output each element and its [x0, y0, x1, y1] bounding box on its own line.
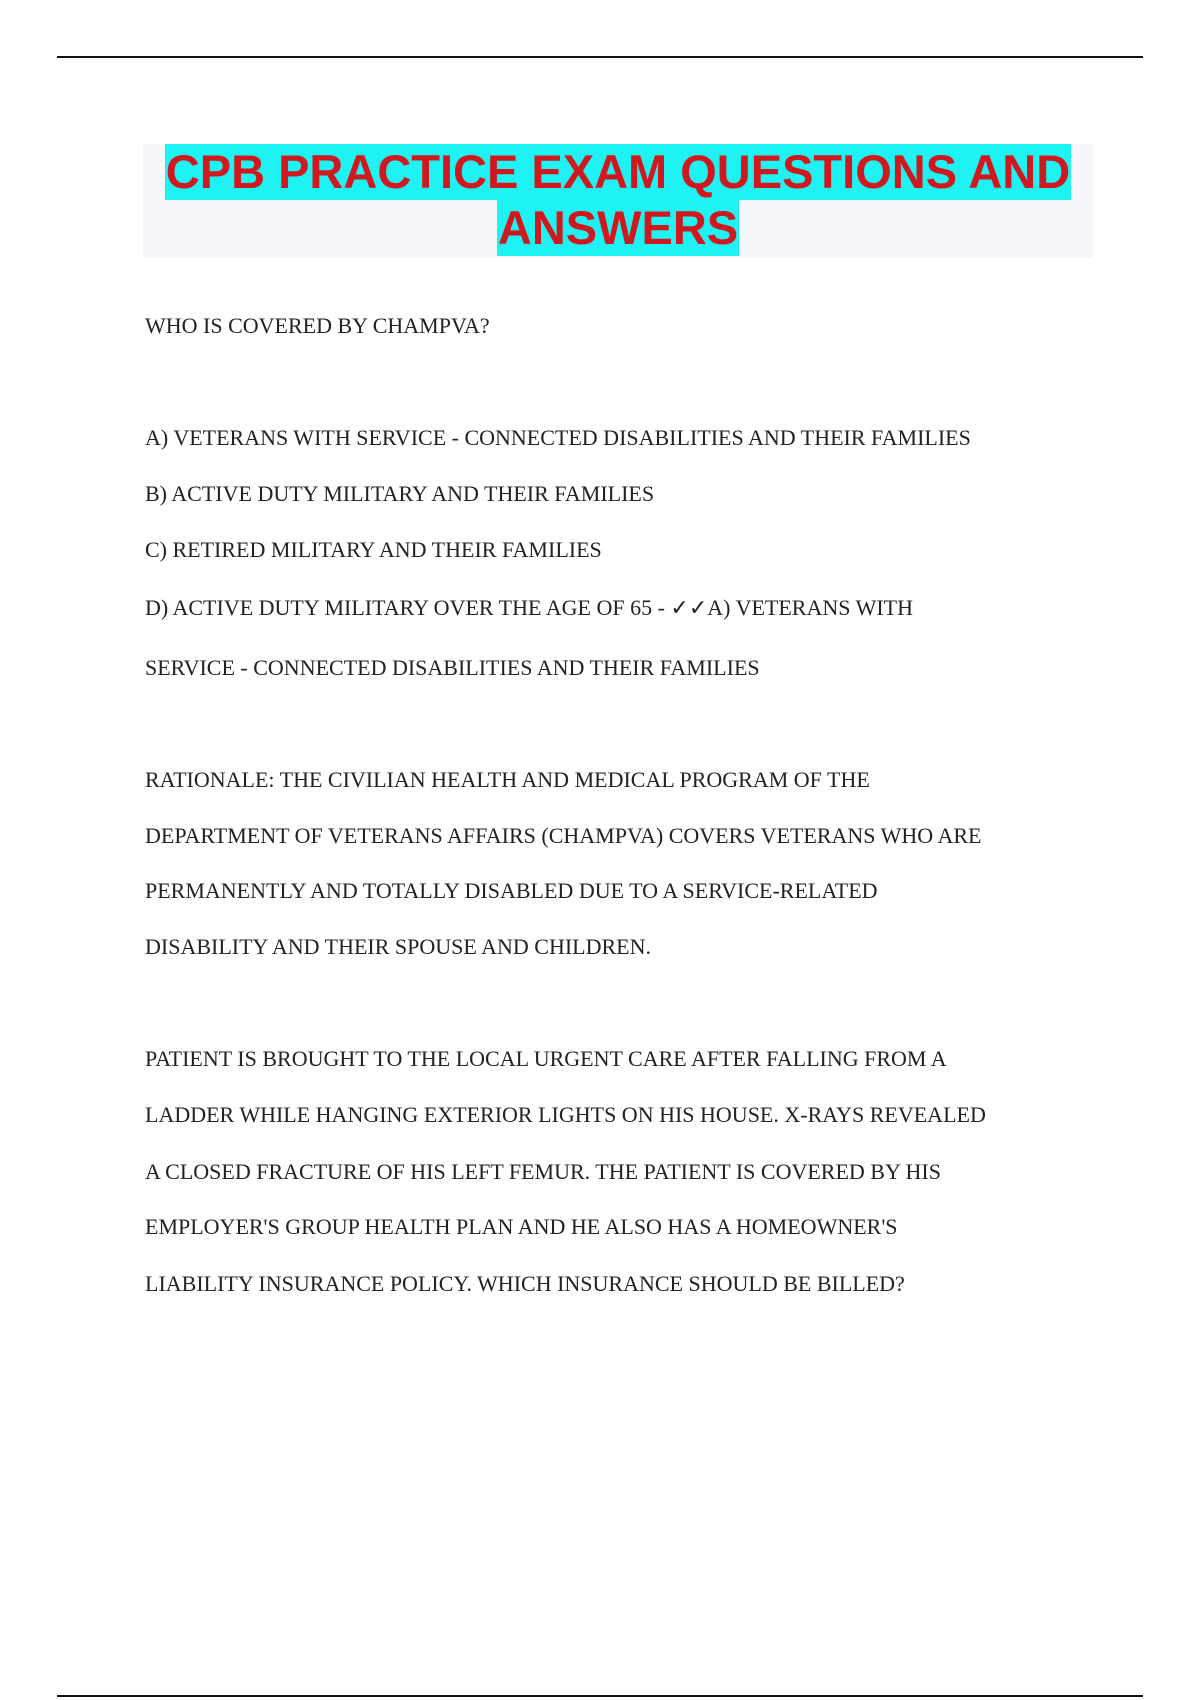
question-1-option-d: D) ACTIVE DUTY MILITARY OVER THE AGE OF 65 -: [145, 595, 671, 620]
question-1-answer-line-2: SERVICE - CONNECTED DISABILITIES AND THEIR FAMILIES: [145, 655, 760, 680]
question-1-prompt: WHO IS COVERED BY CHAMPVA?: [145, 313, 490, 338]
question-2-line-2: LADDER WHILE HANGING EXTERIOR LIGHTS ON HIS HOUSE. X-RAYS REVEALED: [145, 1102, 986, 1127]
bottom-rule: [57, 1695, 1143, 1697]
top-rule: [57, 56, 1143, 58]
question-1-option-b: B) ACTIVE DUTY MILITARY AND THEIR FAMILIES: [145, 481, 655, 506]
question-1-option-a: A) VETERANS WITH SERVICE - CONNECTED DISABILITIES AND THEIR FAMILIES: [145, 425, 971, 450]
question-2-line-1: PATIENT IS BROUGHT TO THE LOCAL URGENT CARE AFTER FALLING FROM A: [145, 1046, 947, 1071]
rationale-line-1: RATIONALE: THE CIVILIAN HEALTH AND MEDICAL PROGRAM OF THE: [145, 767, 870, 792]
question-2-line-3: A CLOSED FRACTURE OF HIS LEFT FEMUR. THE PATIENT IS COVERED BY HIS: [145, 1159, 941, 1184]
page-title-line-2: ANSWERS: [497, 201, 739, 254]
title-block: [143, 144, 1093, 258]
page-title-line-1: CPB PRACTICE EXAM QUESTIONS AND: [165, 145, 1071, 198]
rationale-line-3: PERMANENTLY AND TOTALLY DISABLED DUE TO A SERVICE-RELATED: [145, 878, 878, 903]
rationale-line-2: DEPARTMENT OF VETERANS AFFAIRS (CHAMPVA) COVERS VETERANS WHO ARE: [145, 823, 982, 848]
question-1-option-c: C) RETIRED MILITARY AND THEIR FAMILIES: [145, 537, 602, 562]
question-2-line-5: LIABILITY INSURANCE POLICY. WHICH INSURANCE SHOULD BE BILLED?: [145, 1271, 905, 1296]
double-check-icon: ✓✓: [670, 596, 708, 621]
question-2-line-4: EMPLOYER'S GROUP HEALTH PLAN AND HE ALSO HAS A HOMEOWNER'S: [145, 1214, 898, 1239]
question-1-option-d-line: [145, 594, 913, 623]
rationale-line-4: DISABILITY AND THEIR SPOUSE AND CHILDREN.: [145, 934, 652, 959]
question-1-answer-line-1: A) VETERANS WITH: [707, 595, 913, 620]
